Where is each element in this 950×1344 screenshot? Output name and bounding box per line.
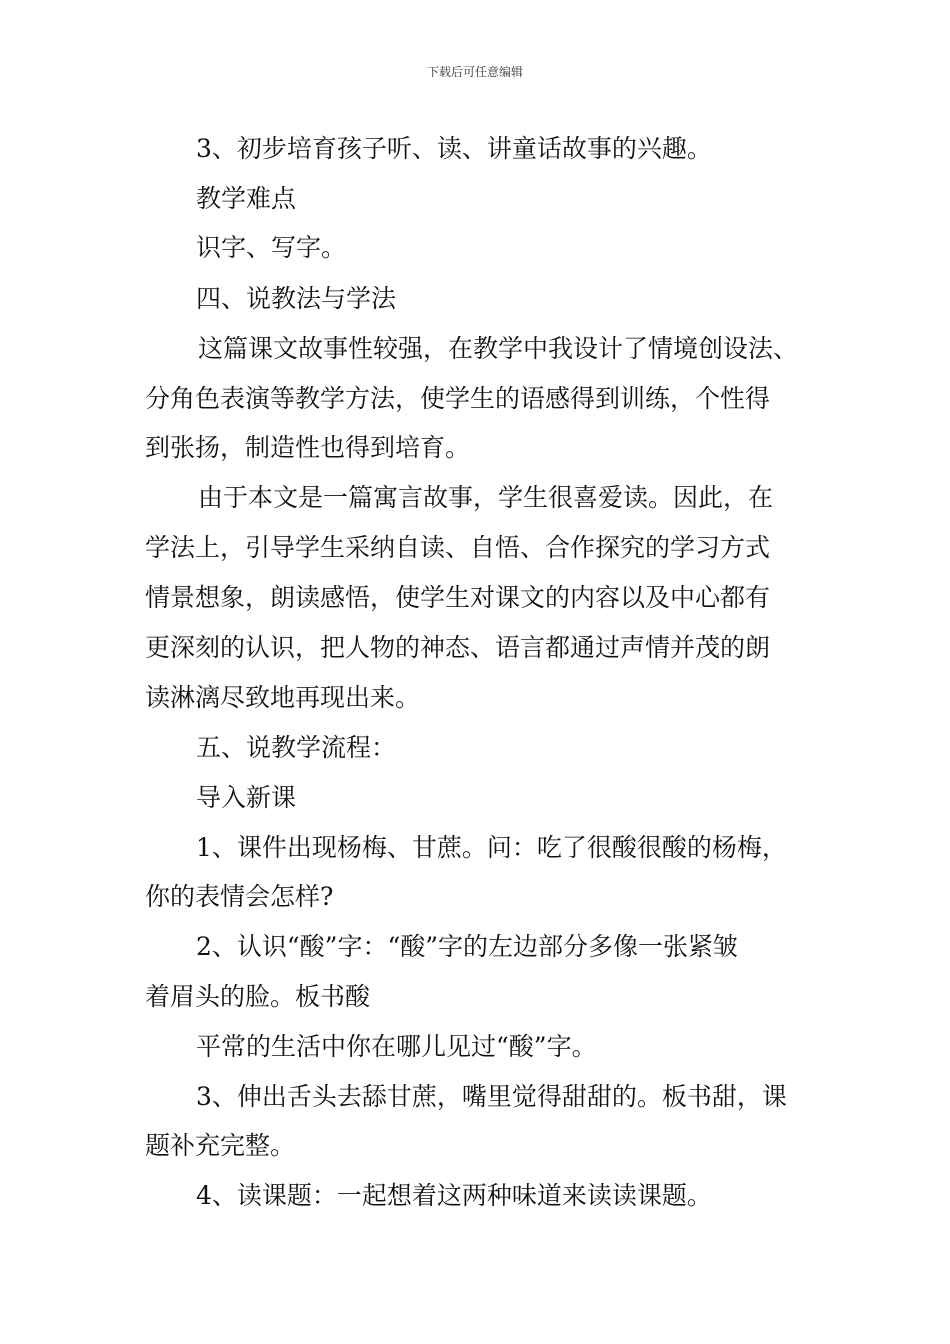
text-line: 3、伸出舌头去舔甘蔗，嘴里觉得甜甜的。板书甜，课 [196,1082,787,1111]
text-line: 这篇课文故事性较强，在教学中我设计了情境创设法、 [198,334,799,363]
section-heading: 四、说教法与学法 [196,284,397,313]
text-line: 更深刻的认识，把人物的神态、语言都通过声情并茂的朗 [145,633,771,662]
text-line: 读淋漓尽致地再现出来。 [145,683,421,712]
section-heading: 教学难点 [196,184,297,213]
section-heading: 五、说教学流程： [196,733,397,762]
text-line: 情景想象，朗读感悟，使学生对课文的内容以及中心都有 [145,583,771,612]
section-heading: 导入新课 [196,783,297,812]
text-line: 平常的生活中你在哪儿见过“酸”字。 [196,1032,597,1061]
text-line: 着眉头的脸。板书酸 [145,982,371,1011]
text-line: 3、初步培育孩子听、读、讲童话故事的兴趣。 [196,134,712,163]
text-line: 分角色表演等教学方法，使学生的语感得到训练，个性得 [145,384,771,413]
text-line: 题补充完整。 [145,1131,296,1160]
page-header: 下载后可任意编辑 [426,65,523,79]
text-line: 你的表情会怎样? [145,882,334,911]
text-line: 由于本文是一篇寓言故事，学生很喜爱读。因此，在 [198,483,774,512]
text-line: 2、认识“酸”字：“酸”字的左边部分多像一张紧皱 [196,932,739,961]
text-line: 学法上，引导学生采纳自读、自悟、合作探究的学习方式 [145,533,771,562]
text-line: 识字、写字。 [196,233,347,262]
text-line: 4、读课题：一起想着这两种味道来读读课题。 [196,1181,712,1210]
text-line: 到张扬，制造性也得到培育。 [145,433,471,462]
text-line: 1、课件出现杨梅、甘蔗。问：吃了很酸很酸的杨梅， [196,833,787,862]
